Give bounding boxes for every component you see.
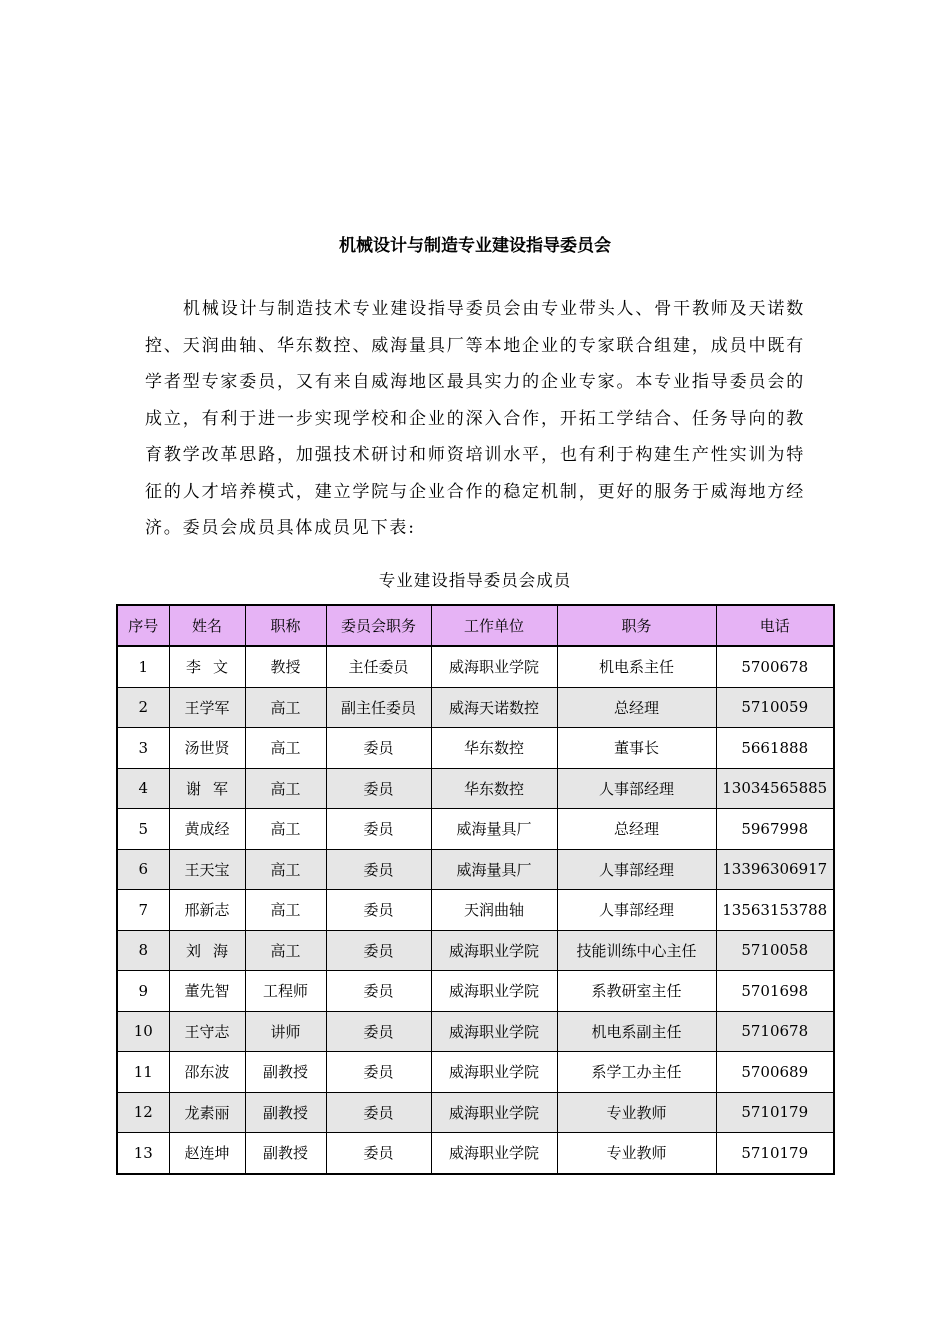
table-caption: 专业建设指导委员会成员 xyxy=(378,571,572,590)
column-header-work-unit: 工作单位 xyxy=(431,605,557,646)
cell-title: 副教授 xyxy=(245,1133,326,1174)
table-row xyxy=(117,971,834,1012)
cell-committee-role: 副主任委员 xyxy=(326,687,431,728)
cell-name: 谢军 xyxy=(169,768,245,809)
cell-phone: 5710179 xyxy=(716,1133,834,1174)
cell-name: 汤世贤 xyxy=(169,728,245,769)
cell-no: 12 xyxy=(117,1092,169,1133)
table-row xyxy=(117,930,834,971)
cell-position: 技能训练中心主任 xyxy=(557,930,716,971)
cell-no: 6 xyxy=(117,849,169,890)
cell-committee-role: 委员 xyxy=(326,1092,431,1133)
cell-no: 5 xyxy=(117,809,169,850)
cell-work-unit: 华东数控 xyxy=(431,728,557,769)
cell-phone: 5967998 xyxy=(716,809,834,850)
cell-title: 高工 xyxy=(245,849,326,890)
cell-no: 9 xyxy=(117,971,169,1012)
cell-position: 人事部经理 xyxy=(557,768,716,809)
table-row xyxy=(117,646,834,687)
cell-name: 王守志 xyxy=(169,1011,245,1052)
cell-work-unit: 威海职业学院 xyxy=(431,971,557,1012)
cell-position: 总经理 xyxy=(557,687,716,728)
cell-no: 8 xyxy=(117,930,169,971)
cell-committee-role: 委员 xyxy=(326,728,431,769)
cell-committee-role: 主任委员 xyxy=(326,646,431,687)
cell-work-unit: 天润曲轴 xyxy=(431,890,557,931)
cell-name: 龙素丽 xyxy=(169,1092,245,1133)
cell-no: 3 xyxy=(117,728,169,769)
cell-position: 人事部经理 xyxy=(557,849,716,890)
cell-work-unit: 威海职业学院 xyxy=(431,1133,557,1174)
cell-position: 人事部经理 xyxy=(557,890,716,931)
column-header-name: 姓名 xyxy=(169,605,245,646)
table-body xyxy=(117,646,834,1174)
cell-no: 4 xyxy=(117,768,169,809)
committee-members-table xyxy=(116,604,835,1175)
cell-phone: 13396306917 xyxy=(716,849,834,890)
table-row xyxy=(117,728,834,769)
table-row xyxy=(117,1092,834,1133)
cell-phone: 5710059 xyxy=(716,687,834,728)
cell-work-unit: 威海职业学院 xyxy=(431,1011,557,1052)
cell-work-unit: 威海天诺数控 xyxy=(431,687,557,728)
cell-name: 邢新志 xyxy=(169,890,245,931)
cell-title: 高工 xyxy=(245,687,326,728)
cell-title: 副教授 xyxy=(245,1092,326,1133)
cell-work-unit: 威海量具厂 xyxy=(431,849,557,890)
table-row xyxy=(117,1011,834,1052)
cell-committee-role: 委员 xyxy=(326,849,431,890)
cell-committee-role: 委员 xyxy=(326,930,431,971)
cell-no: 7 xyxy=(117,890,169,931)
cell-title: 工程师 xyxy=(245,971,326,1012)
cell-phone: 13034565885 xyxy=(716,768,834,809)
cell-title: 高工 xyxy=(245,768,326,809)
cell-committee-role: 委员 xyxy=(326,1011,431,1052)
table-row xyxy=(117,1052,834,1093)
cell-work-unit: 威海职业学院 xyxy=(431,1052,557,1093)
cell-position: 总经理 xyxy=(557,809,716,850)
cell-position: 系教研室主任 xyxy=(557,971,716,1012)
cell-phone: 13563153788 xyxy=(716,890,834,931)
cell-phone: 5710179 xyxy=(716,1092,834,1133)
table-row xyxy=(117,768,834,809)
table-header-row xyxy=(117,605,834,646)
cell-position: 系学工办主任 xyxy=(557,1052,716,1093)
cell-no: 1 xyxy=(117,646,169,687)
column-header-phone: 电话 xyxy=(716,605,834,646)
cell-phone: 5700678 xyxy=(716,646,834,687)
cell-work-unit: 威海职业学院 xyxy=(431,1092,557,1133)
cell-no: 10 xyxy=(117,1011,169,1052)
cell-committee-role: 委员 xyxy=(326,1052,431,1093)
cell-no: 11 xyxy=(117,1052,169,1093)
table-row xyxy=(117,687,834,728)
cell-position: 专业教师 xyxy=(557,1092,716,1133)
table-row xyxy=(117,809,834,850)
cell-name: 王天宝 xyxy=(169,849,245,890)
cell-phone: 5661888 xyxy=(716,728,834,769)
cell-no: 2 xyxy=(117,687,169,728)
cell-name: 李文 xyxy=(169,646,245,687)
cell-title: 高工 xyxy=(245,930,326,971)
cell-committee-role: 委员 xyxy=(326,890,431,931)
cell-name: 邵东波 xyxy=(169,1052,245,1093)
cell-no: 13 xyxy=(117,1133,169,1174)
cell-name: 董先智 xyxy=(169,971,245,1012)
cell-name: 赵连坤 xyxy=(169,1133,245,1174)
cell-committee-role: 委员 xyxy=(326,971,431,1012)
column-header-committee-role: 委员会职务 xyxy=(326,605,431,646)
table-row xyxy=(117,890,834,931)
cell-work-unit: 威海职业学院 xyxy=(431,930,557,971)
cell-position: 专业教师 xyxy=(557,1133,716,1174)
column-header-position: 职务 xyxy=(557,605,716,646)
cell-title: 高工 xyxy=(245,728,326,769)
cell-name: 王学军 xyxy=(169,687,245,728)
cell-phone: 5710678 xyxy=(716,1011,834,1052)
cell-position: 机电系副主任 xyxy=(557,1011,716,1052)
page-title: 机械设计与制造专业建设指导委员会 xyxy=(339,236,611,256)
cell-phone: 5700689 xyxy=(716,1052,834,1093)
cell-committee-role: 委员 xyxy=(326,768,431,809)
cell-title: 高工 xyxy=(245,890,326,931)
cell-position: 机电系主任 xyxy=(557,646,716,687)
cell-committee-role: 委员 xyxy=(326,1133,431,1174)
cell-work-unit: 威海量具厂 xyxy=(431,809,557,850)
cell-phone: 5701698 xyxy=(716,971,834,1012)
cell-phone: 5710058 xyxy=(716,930,834,971)
intro-paragraph: 机械设计与制造技术专业建设指导委员会由专业带头人、骨干教师及天诺数控、天润曲轴、华东数控、威海量具厂等本地企业的专家联合组建，成员中既有学者型专家委员，又有来自威海地区最具实力的企业专家。本专业指导委员会的成立，有利于进一步实现学校和企业的深入合作，开拓工学结合、任务导向的教育教学改革思路，加强技术研讨和师资培训水平，也有利于构建生产性实训为特征的人才培养模式，建立学院与企业合作的稳定机制，更好的服务于威海地方经济。委员会成员具体成员见下表: xyxy=(145,299,805,538)
cell-work-unit: 威海职业学院 xyxy=(431,646,557,687)
cell-position: 董事长 xyxy=(557,728,716,769)
cell-work-unit: 华东数控 xyxy=(431,768,557,809)
cell-name: 黄成经 xyxy=(169,809,245,850)
cell-title: 高工 xyxy=(245,809,326,850)
table-row xyxy=(117,849,834,890)
cell-name: 刘海 xyxy=(169,930,245,971)
cell-committee-role: 委员 xyxy=(326,809,431,850)
table-row xyxy=(117,1133,834,1174)
column-header-no: 序号 xyxy=(117,605,169,646)
column-header-title: 职称 xyxy=(245,605,326,646)
cell-title: 讲师 xyxy=(245,1011,326,1052)
cell-title: 副教授 xyxy=(245,1052,326,1093)
cell-title: 教授 xyxy=(245,646,326,687)
